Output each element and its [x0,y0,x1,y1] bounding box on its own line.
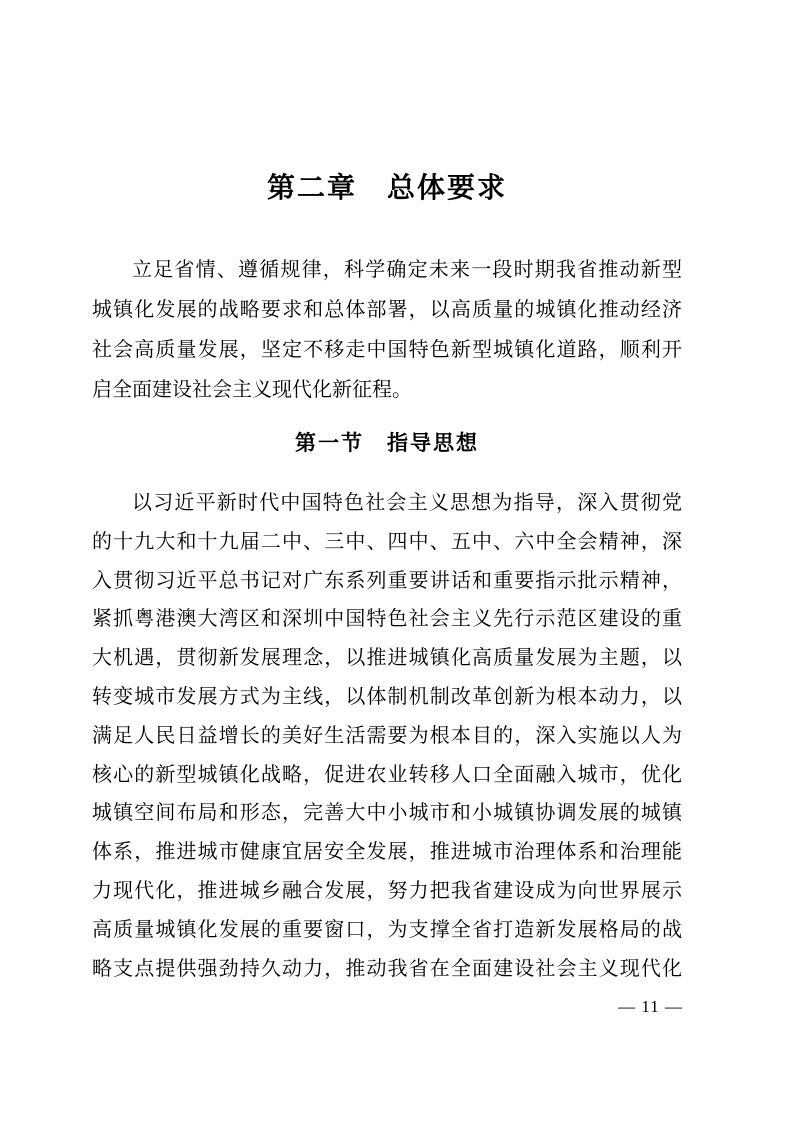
text-line: 城镇化发展的战略要求和总体部署，以高质量的城镇化推动经济 [92,299,682,321]
text-line: 转变城市发展方式为主线，以体制机制改革创新为根本动力，以 [92,685,682,708]
chapter-title: 第二章 总体要求 [266,172,507,203]
text-line: 高质量城镇化发展的重要窗口，为支撑全省打造新发展格局的战 [92,918,682,941]
text-line: 大机遇，贯彻新发展理念，以推进城镇化高质量发展为主题，以 [92,647,682,670]
text-line: 以习近平新时代中国特色社会主义思想为指导，深入贯彻党 [132,492,682,514]
text-line: 满足人民日益增长的美好生活需要为根本目的，深入实施以人为 [92,724,682,747]
text-line: 的十九大和十九届二中、三中、四中、五中、六中全会精神，深 [92,530,682,553]
section-title: 第一节 指导思想 [295,432,479,455]
text-line: 启全面建设社会主义现代化新征程。 [92,379,412,401]
paragraph-intro [92,250,682,410]
text-line: 立足省情、遵循规律，科学确定未来一段时期我省推动新型 [132,259,682,281]
page-number: — 11 — [618,997,683,1016]
text-line: 体系，推进城市健康宜居安全发展，推进城市治理体系和治理能 [92,841,682,864]
text-line: 紧抓粤港澳大湾区和深圳中国特色社会主义先行示范区建设的重 [92,608,682,631]
text-line: 略支点提供强劲持久动力，推动我省在全面建设社会主义现代化 [92,957,682,980]
text-line: 核心的新型城镇化战略，促进农业转移人口全面融入城市，优化 [92,763,682,786]
text-line: 入贯彻习近平总书记对广东系列重要讲话和重要指示批示精神， [92,569,682,592]
paragraph-guiding-ideology [92,484,682,988]
text-line: 社会高质量发展，坚定不移走中国特色新型城镇化道路，顺利开 [92,339,682,361]
text-line: 城镇空间布局和形态，完善大中小城市和小城镇协调发展的城镇 [92,802,682,825]
text-line: 力现代化，推进城乡融合发展，努力把我省建设成为向世界展示 [92,879,682,902]
